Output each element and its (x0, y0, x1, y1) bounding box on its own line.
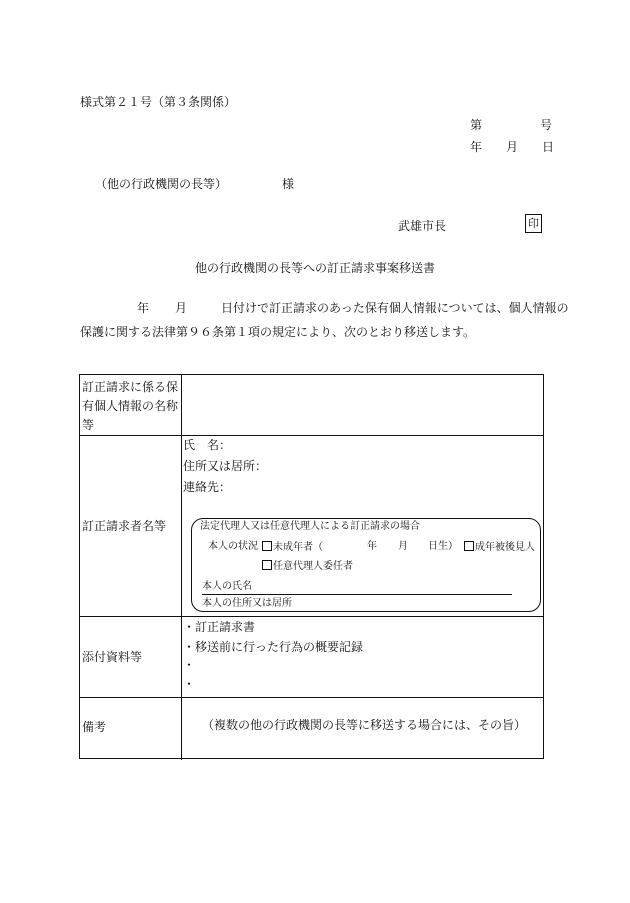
delegate-option[interactable]: 任意代理人委任者 (262, 560, 353, 573)
body-month: 月 (175, 301, 188, 315)
requester-name-label: 氏 名： (183, 438, 232, 452)
document-number (470, 118, 553, 132)
body-paragraph (80, 296, 569, 344)
row1-label-line1: 訂正請求に係る保 (82, 380, 179, 394)
info-name-field[interactable] (183, 375, 543, 435)
principal-address-label: 本人の住所又は居所 (202, 598, 292, 609)
label-cell (80, 617, 182, 697)
addressee-honorific: 様 (282, 177, 295, 191)
label-cell (80, 436, 182, 616)
attachment-item: ・訂正請求書 (183, 620, 256, 634)
document-title: 他の行政機関の長等への訂正請求事案移送書 (194, 261, 435, 275)
sender-title: 武雄市長 (398, 219, 447, 233)
attachments-cell (183, 617, 543, 697)
row1-label-line3: 等 (82, 418, 95, 432)
date-year: 年 (470, 140, 483, 154)
agent-heading: 法定代理人又は任意代理人による訂正請求の場合 (200, 521, 420, 532)
requester-address-label: 住所又は居所： (183, 459, 268, 473)
body-line-1 (80, 296, 569, 320)
table-row-info-name (80, 375, 543, 436)
minor-option[interactable]: 未成年者（ (262, 541, 323, 554)
seal-mark: 印 (525, 214, 542, 233)
remarks-note: （複数の他の行政機関の長等に移送する場合には、その旨） (202, 718, 527, 732)
principal-address-line[interactable] (202, 611, 512, 612)
principal-name-label: 本人の氏名 (202, 581, 252, 592)
requester-cell (183, 436, 543, 616)
attachment-item: ・ (183, 658, 196, 672)
row2-label: 訂正請求者名等 (82, 519, 167, 533)
principal-status-label: 本人の状況 (208, 541, 258, 552)
body-line-2: 保護に関する法律第９６条第１項の規定により、次のとおり移送します。 (80, 325, 476, 339)
row3-label: 添付資料等 (82, 650, 143, 664)
body-year: 年 (137, 301, 150, 315)
minor-checkbox[interactable] (262, 541, 272, 551)
date-month: 月 (506, 140, 519, 154)
form-number: 様式第２１号（第３条関係） (80, 95, 237, 109)
requester-contact-label: 連絡先： (183, 480, 232, 494)
label-cell (80, 375, 182, 435)
adult-ward-option[interactable]: 成年被後見人 (464, 541, 535, 554)
label-cell (80, 698, 182, 760)
transfer-form-table (79, 374, 544, 759)
birth-day-label: 日生） (428, 541, 458, 552)
delegate-checkbox[interactable] (262, 560, 272, 570)
adult-ward-checkbox[interactable] (464, 541, 474, 551)
birth-year-label: 年 (367, 541, 377, 552)
doc-no-suffix: 号 (540, 118, 553, 132)
body-line1-rest: 日付けで訂正請求のあった保有個人情報については、個人情報の (221, 301, 569, 315)
principal-name-line[interactable] (202, 594, 512, 595)
agent-request-box (191, 518, 541, 612)
table-row-requester (80, 436, 543, 617)
row1-label-line2: 有個人情報の名称 (82, 399, 179, 413)
remarks-cell[interactable] (183, 698, 543, 760)
attachment-item: ・ (183, 677, 196, 691)
table-row-remarks (80, 698, 543, 760)
addressee: （他の行政機関の長等） (95, 177, 228, 191)
row4-label: 備考 (82, 720, 107, 734)
attachment-item: ・移送前に行った行為の概要記録 (183, 640, 364, 654)
birth-month-label: 月 (398, 541, 408, 552)
date-day: 日 (542, 140, 555, 154)
table-row-attachments (80, 617, 543, 698)
doc-no-prefix: 第 (470, 118, 483, 132)
